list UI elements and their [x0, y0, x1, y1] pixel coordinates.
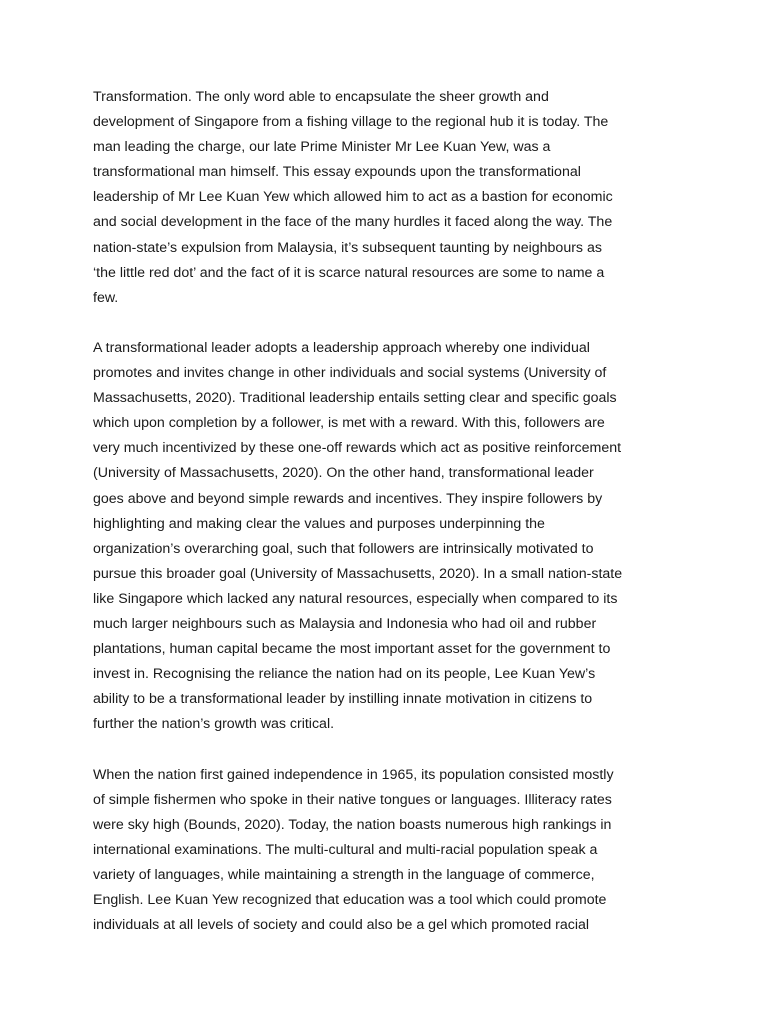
- paragraph-2: [93, 336, 679, 738]
- text-line: ‘the little red dot’ and the fact of it is scarce natural resources are some to name a: [93, 264, 605, 281]
- text-line: like Singapore which lacked any natural resources, especially when compared to its: [93, 590, 618, 607]
- text-line: man leading the charge, our late Prime Minister Mr Lee Kuan Yew, was a: [93, 139, 551, 156]
- text-line: English. Lee Kuan Yew recognized that education was a tool which could promote: [93, 892, 607, 908]
- text-line: and social development in the face of the many hurdles it faced along the way. The: [93, 214, 613, 231]
- text-line: much larger neighbours such as Malaysia and Indonesia who had oil and rubber: [93, 615, 597, 632]
- paragraph-3: [93, 763, 679, 939]
- text-line: few.: [93, 289, 119, 306]
- paragraph-spacer: [93, 311, 679, 336]
- text-line: leadership of Mr Lee Kuan Yew which allowed him to act as a bastion for economic: [93, 189, 613, 206]
- text-line: individuals at all levels of society and could also be a gel which promoted racial: [93, 917, 590, 934]
- text-line: highlighting and making clear the values and purposes underpinning the: [93, 515, 545, 532]
- paragraph-1: [93, 85, 679, 311]
- text-line: international examinations. The multi-cultural and multi-racial population speak a: [93, 841, 598, 858]
- text-line: Massachusetts, 2020). Traditional leadership entails setting clear and specific goals: [93, 390, 617, 407]
- paragraph-spacer: [93, 737, 679, 762]
- text-line: nation-state’s expulsion from Malaysia, it’s subsequent taunting by neighbours as: [93, 239, 602, 256]
- text-line: of simple fishermen who spoke in their native tongues or languages. Illiteracy rates: [93, 791, 612, 808]
- text-line: ability to be a transformational leader by instilling innate motivation in citizens to: [93, 691, 593, 708]
- text-line: invest in. Recognising the reliance the nation had on its people, Lee Kuan Yew’s: [93, 666, 596, 683]
- text-line: further the nation’s growth was critical.: [93, 716, 335, 733]
- text-line: pursue this broader goal (University of Massachusetts, 2020). In a small nation-state: [93, 565, 623, 582]
- text-line: promotes and invites change in other individuals and social systems (University of: [93, 365, 607, 382]
- text-line: development of Singapore from a fishing village to the regional hub it is today. The: [93, 114, 609, 131]
- text-line: Transformation. The only word able to encapsulate the sheer growth and: [93, 89, 549, 105]
- text-line: A transformational leader adopts a leadership approach whereby one individual: [93, 339, 590, 356]
- text-line: were sky high (Bounds, 2020). Today, the nation boasts numerous high rankings in: [93, 816, 612, 833]
- text-line: plantations, human capital became the most important asset for the government to: [93, 641, 611, 658]
- text-line: When the nation first gained independence in 1965, its population consisted mostly: [93, 766, 614, 783]
- text-line: transformational man himself. This essay expounds upon the transformational: [93, 164, 581, 181]
- text-line: variety of languages, while maintaining a strength in the language of commerce,: [93, 866, 595, 883]
- text-line: very much incentivized by these one-off rewards which act as positive reinforcement: [93, 440, 622, 457]
- text-line: which upon completion by a follower, is met with a reward. With this, followers are: [93, 415, 605, 432]
- text-line: goes above and beyond simple rewards and incentives. They inspire followers by: [93, 490, 603, 507]
- essay-body: [93, 85, 679, 938]
- text-line: organization’s overarching goal, such that followers are intrinsically motivated to: [93, 540, 594, 557]
- text-line: (University of Massachusetts, 2020). On the other hand, transformational leader: [93, 465, 594, 482]
